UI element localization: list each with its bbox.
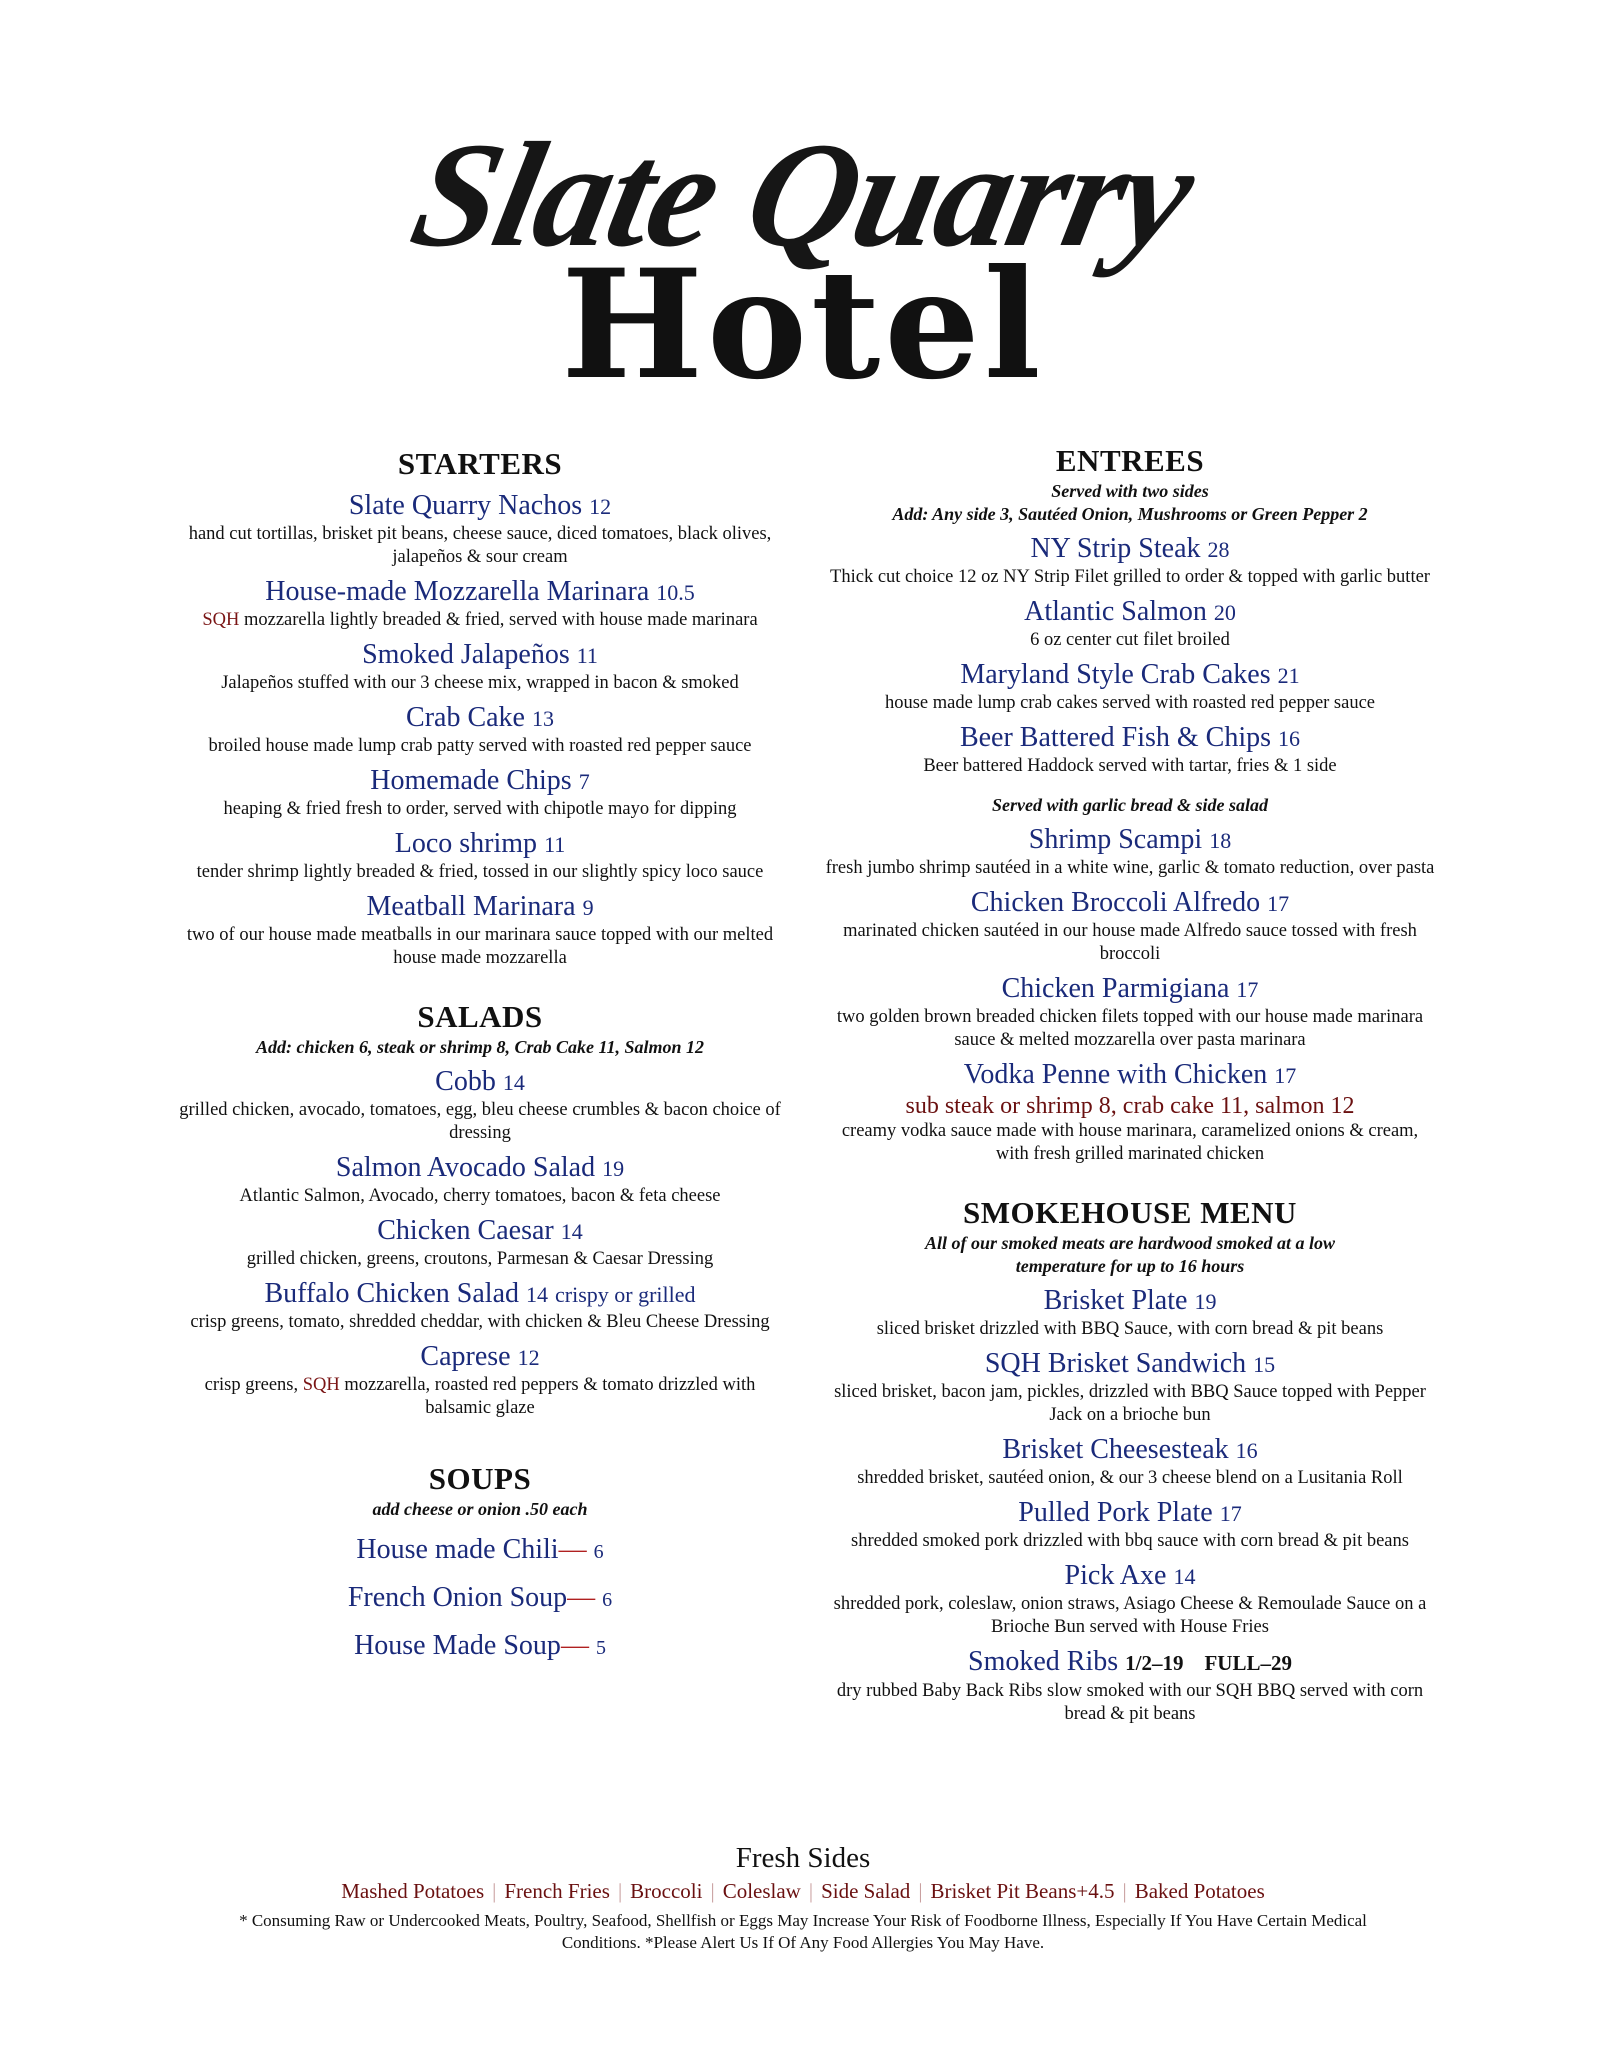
item-desc: creamy vodka sauce made with house marinara, caramelized onions & cream, with fresh grilled marinated chicken [841,1121,1419,1164]
item-price: 17 [1236,977,1259,1002]
smokehouse-note: All of our smoked meats are hardwood smoked at a low temperature for up to 16 hours [924,1233,1336,1276]
side-item: Coleslaw [722,1879,801,1903]
item-desc: heaping & fried fresh to order, served with chipotle mayo for dipping [223,799,737,819]
item-desc: mozzarella, roasted red peppers & tomato drizzled with balsamic glaze [339,1375,756,1418]
menu-item [820,1496,1440,1553]
soup-item [175,1581,785,1617]
menu-item [820,658,1440,715]
item-desc: house made lump crab cakes served with roasted red pepper sauce [884,693,1376,713]
item-name: Smoked Jalapeños [362,639,570,670]
item-desc: grilled chicken, avocado, tomatoes, egg, bleu cheese crumbles & bacon choice of dressing [179,1100,781,1143]
sides-title: Fresh Sides [735,1842,871,1874]
item-name: French Onion Soup [347,1582,568,1613]
menu-item [175,1151,785,1208]
sides-list [0,1876,1606,1906]
item-name: Crab Cake [406,702,525,733]
item-price: 10.5 [656,580,695,605]
dash: — [558,1534,587,1565]
sqh-mark: SQH [302,1375,340,1395]
item-name: Beer Battered Fish & Chips [959,722,1272,753]
salads-note: Add: chicken 6, steak or shrimp 8, Crab Cake 11, Salmon 12 [255,1037,705,1057]
item-name: Chicken Caesar [377,1215,554,1246]
item-price: 17 [1219,1501,1242,1526]
menu-item [175,1214,785,1271]
menu-item [175,1277,785,1334]
item-price: 6 [602,1589,613,1611]
item-desc: Atlantic Salmon, Avocado, cherry tomatoes, bacon & feta cheese [239,1186,721,1206]
item-desc: Thick cut choice 12 oz NY Strip Filet grilled to order & topped with garlic butter [830,567,1430,587]
item-price: 7 [578,769,590,794]
item-sub-options: sub steak or shrimp 8, crab cake 11, salmon 12 [905,1093,1355,1119]
side-item: Side Salad [821,1879,911,1903]
menu-item [820,972,1440,1052]
item-desc: shredded brisket, sautéed onion, & our 3 cheese blend on a Lusitania Roll [857,1468,1403,1488]
item-name: NY Strip Steak [1030,533,1201,564]
right-column [820,442,1440,1726]
menu-item [175,489,785,569]
menu-item [175,701,785,758]
dash: — [567,1582,596,1613]
separator: | [492,1879,497,1903]
item-price: 14 [560,1219,583,1244]
soups-title: SOUPS [428,1461,532,1496]
item-name: Shrimp Scampi [1028,824,1203,855]
item-price: 16 [1278,726,1301,751]
item-name: Buffalo Chicken Salad [264,1278,519,1309]
item-name: Maryland Style Crab Cakes [960,659,1271,690]
item-desc: grilled chicken, greens, croutons, Parmesan & Caesar Dressing [246,1249,714,1269]
side-item: Mashed Potatoes [341,1879,485,1903]
item-name: House Made Soup [354,1630,561,1661]
allergy-disclaimer: * Consuming Raw or Undercooked Meats, Poultry, Seafood, Shellfish or Eggs May Increase Your Risk of Foodborne Illness, Especially If You Have Certain Medical Conditions. *Please Alert Us If Of Any Food Allergies You May Have. [239,1911,1367,1952]
menu-item [175,638,785,695]
entrees-note-1: Served with two sides [1051,481,1209,501]
item-desc: fresh jumbo shrimp sautéed in a white wine, garlic & tomato reduction, over pasta [825,858,1435,878]
item-price: 15 [1253,1352,1276,1377]
menu-item [175,890,785,970]
item-desc: shredded pork, coleslaw, onion straws, Asiago Cheese & Remoulade Sauce on a Brioche Bun served with House Fries [833,1594,1427,1637]
item-price: 18 [1209,828,1232,853]
salads-title: SALADS [417,999,543,1034]
side-item: Brisket Pit Beans+4.5 [930,1879,1115,1903]
item-desc: Jalapeños stuffed with our 3 cheese mix, wrapped in bacon & smoked [221,673,739,693]
item-price: 11 [544,832,566,857]
logo-script-text: Slate Quarry [399,112,1207,278]
soup-item [175,1629,785,1665]
item-price-full: FULL–29 [1204,1651,1292,1675]
logo-block-text: Hotel [561,237,1045,413]
separator: | [808,1879,814,1903]
item-price: 17 [1274,1063,1297,1088]
item-desc: tender shrimp lightly breaded & fried, tossed in our slightly spicy loco sauce [196,862,764,882]
item-price: 16 [1235,1438,1258,1463]
item-name: Pulled Pork Plate [1018,1497,1213,1528]
item-desc: sliced brisket, bacon jam, pickles, drizzled with BBQ Sauce topped with Pepper Jack on a brioche bun [834,1382,1426,1425]
item-price: 12 [589,494,612,519]
item-name: Brisket Cheesesteak [1002,1434,1229,1465]
item-price: 21 [1277,663,1300,688]
item-name: Chicken Broccoli Alfredo [970,887,1261,918]
item-name: SQH Brisket Sandwich [984,1348,1247,1379]
item-name: Homemade Chips [370,765,572,796]
menu-item [820,823,1440,880]
item-price: 12 [517,1345,540,1370]
item-price: 14 [1173,1564,1196,1589]
item-name: Smoked Ribs [968,1646,1119,1677]
item-price: 17 [1267,891,1290,916]
item-desc: sliced brisket drizzled with BBQ Sauce, with corn bread & pit beans [876,1319,1384,1339]
side-item: Baked Potatoes [1134,1879,1265,1903]
item-desc: shredded smoked pork drizzled with bbq sauce with corn bread & pit beans [851,1531,1409,1551]
sqh-mark: SQH [202,610,240,630]
item-price: 11 [576,643,598,668]
menu-item [820,532,1440,589]
item-name: Pick Axe [1064,1560,1167,1591]
side-item: Broccoli [630,1879,703,1903]
item-desc: marinated chicken sautéed in our house made Alfredo sauce tossed with fresh broccoli [843,921,1417,964]
item-desc: 6 oz center cut filet broiled [1030,630,1230,650]
item-name: Slate Quarry Nachos [348,490,583,521]
menu-item [820,1559,1440,1639]
item-price-half: 1/2–19 [1125,1651,1184,1675]
menu-item [820,1347,1440,1427]
item-price: 14 [526,1282,548,1307]
item-desc: crisp greens, tomato, shredded cheddar, with chicken & Bleu Cheese Dressing [190,1312,770,1332]
menu-item [175,575,785,632]
item-desc: broiled house made lump crab patty served with roasted red pepper sauce [208,736,752,756]
menu-item [820,886,1440,966]
entrees-note-2: Add: Any side 3, Sautéed Onion, Mushrooms or Green Pepper 2 [892,504,1368,524]
menu-item [820,1058,1440,1166]
item-name: Atlantic Salmon [1024,596,1207,627]
menu-item [175,1065,785,1145]
menu-item [820,721,1440,778]
separator: | [617,1879,623,1903]
separator: | [918,1879,923,1903]
fresh-sides [0,1840,1606,1954]
starters-title: STARTERS [397,446,563,481]
item-name: Chicken Parmigiana [1001,973,1230,1004]
item-price: 13 [531,706,554,731]
menu-item [175,827,785,884]
item-desc: hand cut tortillas, brisket pit beans, cheese sauce, diced tomatoes, black olives, jalapeños & sour cream [188,524,772,567]
item-price: 20 [1213,600,1236,625]
item-name: Loco shrimp [394,828,538,859]
smokehouse-title: SMOKEHOUSE MENU [963,1195,1297,1230]
item-price: 14 [502,1070,525,1095]
item-name: Brisket Plate [1043,1285,1188,1316]
menu-item [175,764,785,821]
item-desc: Beer battered Haddock served with tartar, fries & 1 side [923,756,1337,776]
menu-item [820,595,1440,652]
item-name: House made Chili [356,1534,559,1565]
item-price: 9 [582,895,594,920]
separator: | [1122,1879,1127,1903]
pasta-note: Served with garlic bread & side salad [992,795,1268,815]
item-desc: dry rubbed Baby Back Ribs slow smoked with our SQH BBQ served with corn bread & pit beans [836,1681,1424,1724]
separator: | [710,1879,715,1903]
soup-item [175,1533,785,1569]
dash: — [560,1630,589,1661]
item-price: 6 [593,1541,604,1563]
item-name: Salmon Avocado Salad [335,1152,596,1183]
left-column [175,445,785,1665]
entrees-title: ENTREES [1055,443,1205,478]
item-desc-pre: crisp greens, [204,1375,303,1395]
item-price: 19 [1194,1289,1217,1314]
item-desc: two of our house made meatballs in our marinara sauce topped with our melted house made mozzarella [186,925,774,968]
item-name: House-made Mozzarella Marinara [265,576,650,607]
item-name: Caprese [420,1341,511,1372]
item-extra: crispy or grilled [555,1282,696,1307]
item-name: Meatball Marinara [366,891,576,922]
item-price: 28 [1207,537,1230,562]
menu-item [820,1284,1440,1341]
menu-item [820,1645,1440,1726]
item-price: 19 [602,1156,625,1181]
item-name: Vodka Penne with Chicken [963,1059,1268,1090]
item-desc: two golden brown breaded chicken filets topped with our house made marinara sauce & melted mozzarella over pasta marinara [836,1007,1424,1050]
item-name: Cobb [435,1066,496,1097]
hotel-logo [0,100,1606,413]
menu-item [820,1433,1440,1490]
side-item: French Fries [504,1879,610,1903]
item-price: 5 [595,1637,606,1659]
soups-note: add cheese or onion .50 each [372,1499,588,1519]
menu-item [175,1340,785,1420]
item-desc: mozzarella lightly breaded & fried, served with house made marinara [239,610,758,630]
